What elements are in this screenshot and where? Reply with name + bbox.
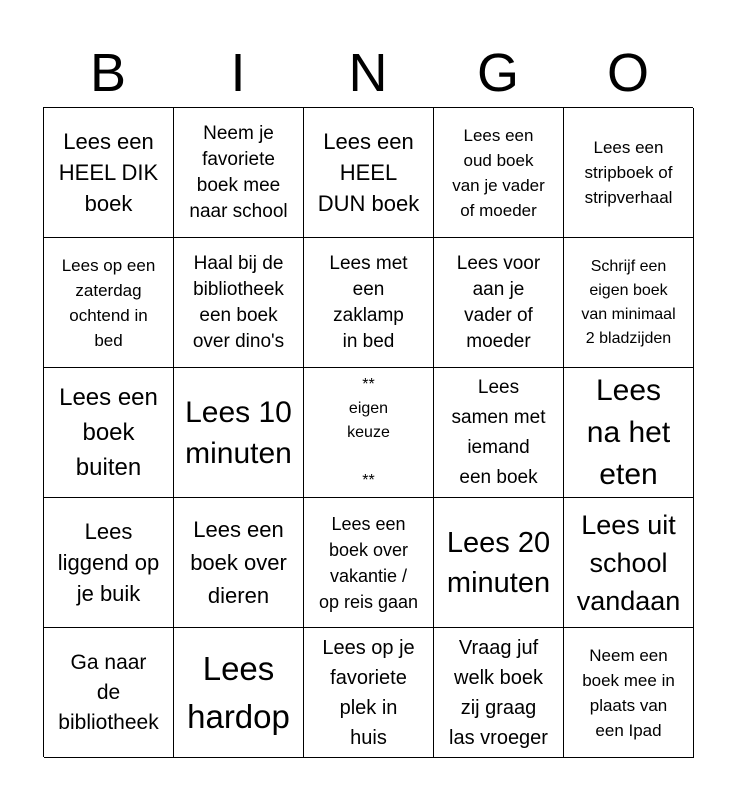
cell-text: Lees liggend op je buik — [57, 519, 160, 606]
bingo-cell[interactable] — [174, 108, 304, 238]
bingo-cell[interactable] — [564, 238, 694, 368]
bingo-cell[interactable] — [434, 628, 564, 758]
bingo-cell-free[interactable] — [304, 368, 434, 498]
cell-text: Haal bij de bibliotheek een boek over dino's — [192, 252, 285, 352]
bingo-cell[interactable] — [564, 628, 694, 758]
bingo-cell[interactable] — [174, 498, 304, 628]
cell-text: Vraag juf welk boek zij graag las vroeger — [449, 636, 548, 749]
bingo-cell[interactable] — [304, 108, 434, 238]
bingo-header — [43, 40, 693, 106]
bingo-cell[interactable] — [44, 108, 174, 238]
cell-text: Lees op je favoriete plek in huis — [322, 636, 415, 749]
cell-text: Lees een boek over dieren — [190, 517, 287, 608]
cell-text: Lees hardop — [187, 649, 290, 735]
bingo-cell[interactable] — [564, 498, 694, 628]
cell-text: Schrijf een eigen boek van minimaal 2 bladzijden — [581, 257, 676, 347]
header-letter-o: O — [606, 43, 649, 103]
bingo-cell[interactable] — [564, 368, 694, 498]
bingo-cell[interactable] — [44, 628, 174, 758]
cell-text: Lees uit school vandaan — [576, 509, 681, 616]
bingo-cell[interactable] — [434, 238, 564, 368]
bingo-cell[interactable] — [44, 238, 174, 368]
cell-text: Lees een oud boek van je vader of moeder — [452, 125, 545, 220]
cell-text: Lees een boek over vakantie / op reis gaan — [318, 513, 419, 612]
cell-text: Lees een HEEL DUN boek — [317, 129, 420, 216]
cell-text: Ga naar de bibliotheek — [58, 650, 159, 734]
bingo-cell[interactable] — [174, 368, 304, 498]
cell-text: ** eigen keuze ** — [347, 375, 390, 489]
header-letter-n: N — [348, 43, 388, 103]
header-letter-i: I — [230, 43, 246, 103]
cell-text: Lees een boek buiten — [59, 384, 158, 481]
bingo-cell[interactable] — [304, 498, 434, 628]
header-letter-g: G — [476, 43, 519, 103]
bingo-cell[interactable] — [434, 368, 564, 498]
bingo-cell[interactable] — [304, 238, 434, 368]
bingo-card — [43, 107, 693, 757]
cell-text: Lees voor aan je vader of moeder — [456, 252, 541, 352]
bingo-cell[interactable] — [174, 628, 304, 758]
bingo-cell[interactable] — [304, 628, 434, 758]
cell-text: Lees 20 minuten — [446, 526, 551, 599]
header-letter-b: B — [89, 43, 127, 103]
cell-text: Lees op een zaterdag ochtend in bed — [61, 255, 156, 350]
cell-text: Neem je favoriete boek mee naar school — [189, 122, 288, 222]
bingo-cell[interactable] — [434, 108, 564, 238]
cell-text: Lees 10 minuten — [185, 395, 292, 470]
cell-text: Lees na het eten — [586, 373, 671, 491]
cell-text: Neem een boek mee in plaats van een Ipad — [582, 645, 675, 740]
cell-text: Lees een HEEL DIK boek — [58, 129, 159, 216]
cell-text: Lees een stripboek of stripverhaal — [584, 138, 673, 207]
bingo-cell[interactable] — [434, 498, 564, 628]
bingo-cell[interactable] — [174, 238, 304, 368]
bingo-cell[interactable] — [564, 108, 694, 238]
bingo-cell[interactable] — [44, 498, 174, 628]
cell-text: Lees samen met iemand een boek — [451, 376, 546, 488]
bingo-cell[interactable] — [44, 368, 174, 498]
cell-text: Lees met een zaklamp in bed — [329, 252, 408, 352]
